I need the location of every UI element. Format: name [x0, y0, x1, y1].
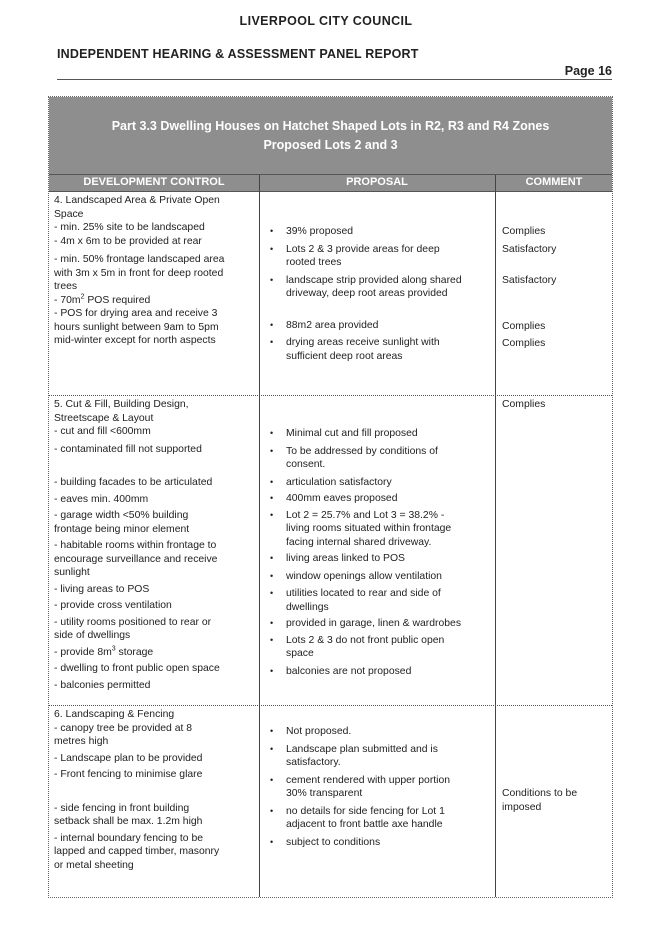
- control-item: trees: [54, 281, 78, 292]
- proposal-item: • Lots 2 & 3 provide areas for deep: [286, 243, 491, 257]
- comment-status: Conditions to be: [502, 788, 578, 799]
- proposal-item: • Not proposed.: [286, 725, 491, 739]
- comment-cell: [502, 787, 610, 814]
- table-title: Part 3.3 Dwelling Houses on Hatchet Shaped Lots in R2, R3 and R4 Zones: [111, 119, 550, 133]
- control-item: - dwelling to front public open space: [54, 663, 220, 674]
- proposal-item: • 400mm eaves proposed: [286, 492, 491, 506]
- control-item: - building facades to be articulated: [54, 477, 213, 488]
- section-heading: Space: [54, 208, 84, 220]
- proposal-item-cont: space: [286, 648, 314, 659]
- section-heading: Streetscape & Layout: [54, 412, 154, 424]
- control-item: - living areas to POS: [54, 583, 150, 595]
- proposal-item-cont: 30% transparent: [286, 788, 363, 799]
- control-item: - 4m x 6m to be provided at rear: [54, 235, 202, 247]
- control-item: encourage surveillance and receive: [54, 553, 218, 565]
- comment-status: Satisfactory: [502, 243, 557, 255]
- proposal-item: • Minimal cut and fill proposed: [286, 427, 491, 441]
- section-heading: 6. Landscaping & Fencing: [54, 709, 175, 720]
- control-item: - canopy tree be provided at 8: [54, 722, 193, 734]
- proposal-item-cont: adjacent to front battle axe handle: [286, 819, 443, 830]
- comment-status: imposed: [502, 801, 542, 813]
- control-item: - side fencing in front building: [54, 802, 190, 814]
- comment-cell: [502, 398, 610, 412]
- proposal-item-cont: driveway, deep root areas provided: [286, 288, 448, 299]
- control-item: - provide $8m^3$ storage: [54, 645, 154, 658]
- proposal-item: • balconies are not proposed: [286, 665, 491, 679]
- proposal-cell: [286, 225, 491, 363]
- proposal-item: • provided in garage, linen & wardrobes: [286, 617, 491, 631]
- control-item: frontage being minor element: [54, 523, 190, 535]
- control-item: - habitable rooms within frontage to: [54, 540, 217, 551]
- assessment-table: [48, 96, 613, 898]
- control-item: - min. 25% site to be landscaped: [54, 222, 205, 233]
- council-name: LIVERPOOL CITY COUNCIL: [239, 14, 413, 28]
- control-item: side of dwellings: [54, 630, 131, 641]
- report-title: INDEPENDENT HEARING & ASSESSMENT PANEL REPORT: [57, 47, 419, 61]
- control-item: mid-winter except for north aspects: [54, 335, 216, 346]
- proposal-item-cont: dwellings: [286, 601, 329, 613]
- comment-status: Complies: [502, 320, 546, 332]
- proposal-item: • window openings allow ventilation: [286, 570, 491, 584]
- comment-status: Complies: [502, 399, 546, 410]
- proposal-item: • articulation satisfactory: [286, 476, 491, 490]
- control-item: - $70m^2$ POS required: [54, 293, 151, 306]
- section-heading: 5. Cut & Fill, Building Design,: [54, 399, 189, 410]
- control-item: - internal boundary fencing to be: [54, 832, 204, 844]
- proposal-item: • 88m2 area provided: [286, 319, 491, 333]
- proposal-item: • no details for side fencing for Lot 1: [286, 805, 491, 819]
- proposal-item: • 39% proposed: [286, 225, 491, 239]
- control-item: setback shall be max. 1.2m high: [54, 816, 203, 827]
- proposal-item: • living areas linked to POS: [286, 552, 491, 566]
- control-item: with 3m x 5m in front for deep rooted: [54, 267, 224, 279]
- comment-status: Complies: [502, 226, 546, 237]
- proposal-item: • Lot 2 = 25.7% and Lot 3 = 38.2% -: [286, 509, 491, 523]
- control-item: sunlight: [54, 567, 90, 578]
- column-divider: [495, 175, 496, 897]
- proposal-item-cont: living rooms situated within frontage: [286, 523, 452, 534]
- control-item: hours sunlight between 9am to 5pm: [54, 321, 219, 333]
- proposal-item-cont: rooted trees: [286, 257, 342, 268]
- control-cell: [54, 708, 256, 872]
- proposal-item-cont: consent.: [286, 459, 326, 470]
- proposal-item: • cement rendered with upper portion: [286, 774, 491, 788]
- proposal-cell: [286, 427, 491, 678]
- proposal-item: • Lots 2 & 3 do not front public open: [286, 634, 491, 648]
- proposal-item: • landscape strip provided along shared: [286, 274, 491, 288]
- control-item: lapped and capped timber, masonry: [54, 846, 220, 857]
- proposal-item-cont: sufficient deep root areas: [286, 350, 403, 362]
- control-item: - provide cross ventilation: [54, 600, 172, 611]
- proposal-item: • subject to conditions: [286, 836, 491, 850]
- control-item: - min. 50% frontage landscaped area: [54, 254, 225, 265]
- control-item: - cut and fill <600mm: [54, 426, 151, 437]
- proposal-item-cont: facing internal shared driveway.: [286, 536, 432, 548]
- proposal-item: • drying areas receive sunlight with: [286, 336, 491, 350]
- control-item: - contaminated fill not supported: [54, 443, 202, 455]
- table-title-band: [49, 97, 612, 175]
- column-header-comment: COMMENT: [525, 176, 583, 188]
- proposal-cell: [286, 725, 491, 849]
- control-item: - Landscape plan to be provided: [54, 752, 203, 764]
- control-item: - balconies permitted: [54, 679, 151, 691]
- comment-status: Complies: [502, 338, 546, 349]
- control-item: - POS for drying area and receive 3: [54, 308, 218, 319]
- row-divider: [49, 705, 612, 706]
- table-subtitle: Proposed Lots 2 and 3: [263, 138, 398, 152]
- proposal-item: • Landscape plan submitted and is: [286, 743, 491, 757]
- control-cell: [54, 398, 256, 692]
- comment-cell: [502, 225, 610, 351]
- comment-status: Satisfactory: [502, 275, 557, 286]
- column-header-proposal: PROPOSAL: [346, 176, 408, 188]
- control-item: or metal sheeting: [54, 859, 134, 871]
- column-header-row: [49, 175, 612, 192]
- control-item: - Front fencing to minimise glare: [54, 769, 203, 780]
- control-item: metres high: [54, 736, 109, 747]
- proposal-item: • To be addressed by conditions of: [286, 445, 491, 459]
- control-item: - garage width <50% building: [54, 510, 189, 521]
- control-item: - utility rooms positioned to rear or: [54, 616, 212, 628]
- proposal-item-cont: satisfactory.: [286, 757, 341, 768]
- control-cell: [54, 194, 256, 348]
- row-divider: [49, 395, 612, 396]
- column-divider: [259, 175, 260, 897]
- column-header-control: DEVELOPMENT CONTROL: [83, 176, 225, 188]
- header-rule: [57, 79, 612, 80]
- section-heading: 4. Landscaped Area & Private Open: [54, 195, 220, 206]
- page-number: Page 16: [564, 64, 612, 78]
- proposal-item: • utilities located to rear and side of: [286, 587, 491, 601]
- control-item: - eaves min. 400mm: [54, 493, 149, 505]
